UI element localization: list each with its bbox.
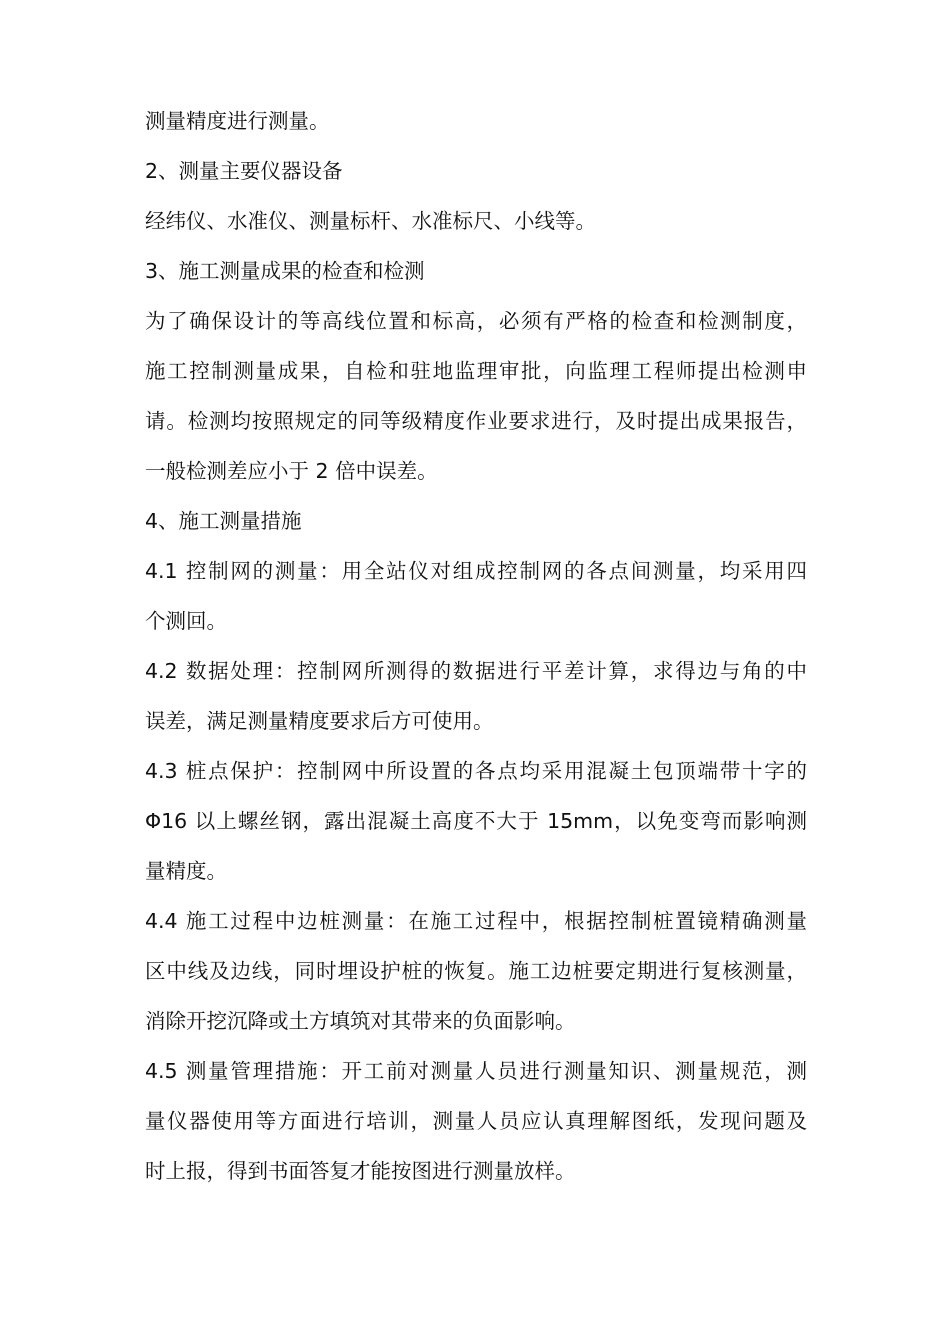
text-line: Φ16 以上螺丝钢，露出混凝土高度不大于 15mm，以免变弯而影响测 bbox=[145, 809, 807, 833]
document-body bbox=[145, 96, 815, 1196]
text-line: 经纬仪、水准仪、测量标杆、水准标尺、小线等。 bbox=[145, 209, 596, 233]
text-line: 消除开挖沉降或土方填筑对其带来的负面影响。 bbox=[145, 1009, 576, 1033]
section-heading: 3、施工测量成果的检查和检测 bbox=[145, 259, 425, 283]
text-line: 测量精度进行测量。 bbox=[145, 109, 330, 133]
text-line: 量精度。 bbox=[145, 859, 227, 883]
text-line: 4.3 桩点保护：控制网中所设置的各点均采用混凝土包顶端带十字的 bbox=[145, 759, 807, 783]
text-line: 个测回。 bbox=[145, 609, 227, 633]
text-line: 4.4 施工过程中边桩测量：在施工过程中，根据控制桩置镜精确测量 bbox=[145, 909, 807, 933]
text-line: 施工控制测量成果，自检和驻地监理审批，向监理工程师提出检测申 bbox=[145, 359, 807, 383]
section-heading: 2、测量主要仪器设备 bbox=[145, 159, 343, 183]
text-line: 一般检测差应小于 2 倍中误差。 bbox=[145, 459, 438, 483]
text-line: 4.1 控制网的测量：用全站仪对组成控制网的各点间测量，均采用四 bbox=[145, 559, 807, 583]
text-line: 4.2 数据处理：控制网所测得的数据进行平差计算，求得边与角的中 bbox=[145, 659, 807, 683]
text-line: 误差，满足测量精度要求后方可使用。 bbox=[145, 709, 494, 733]
text-line: 量仪器使用等方面进行培训，测量人员应认真理解图纸，发现问题及 bbox=[145, 1109, 807, 1133]
text-line: 请。检测均按照规定的同等级精度作业要求进行，及时提出成果报告， bbox=[145, 409, 807, 433]
text-line: 为了确保设计的等高线位置和标高，必须有严格的检查和检测制度， bbox=[145, 309, 807, 333]
text-line: 区中线及边线，同时埋设护桩的恢复。施工边桩要定期进行复核测量， bbox=[145, 959, 807, 983]
text-line: 时上报，得到书面答复才能按图进行测量放样。 bbox=[145, 1159, 576, 1183]
section-heading: 4、施工测量措施 bbox=[145, 509, 302, 533]
text-line: 4.5 测量管理措施：开工前对测量人员进行测量知识、测量规范，测 bbox=[145, 1059, 807, 1083]
